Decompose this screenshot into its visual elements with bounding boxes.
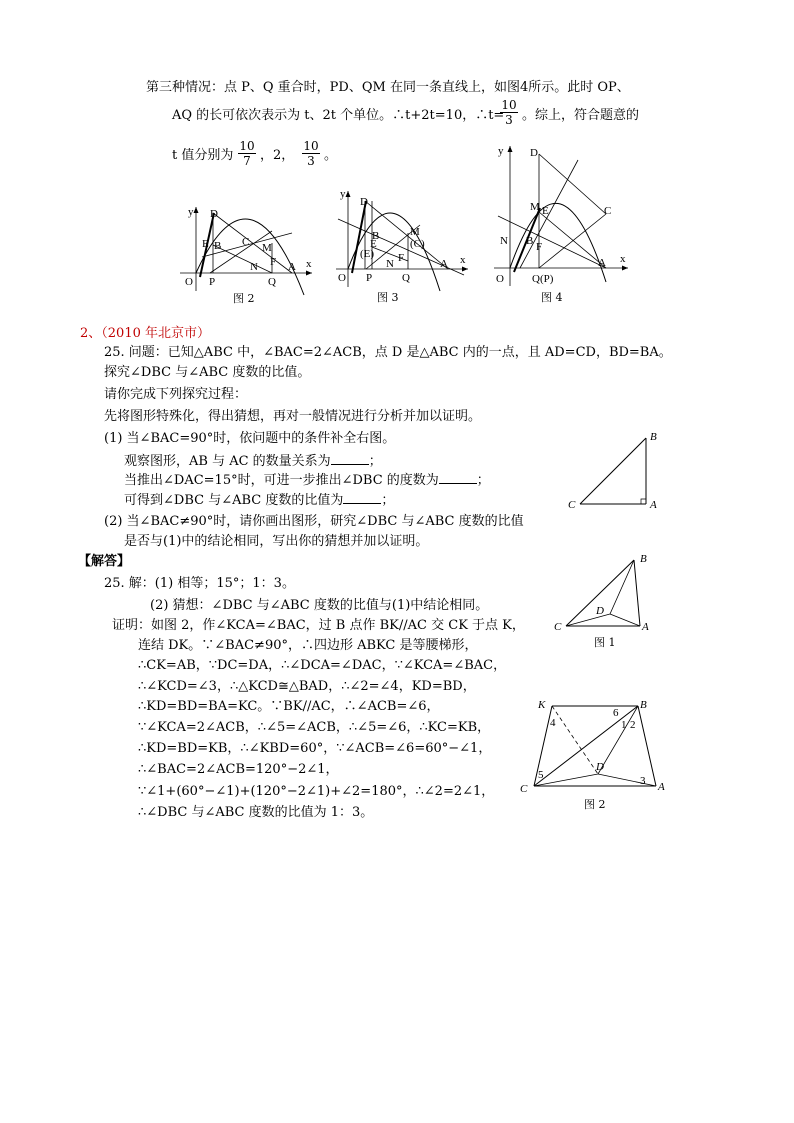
label-QP: Q(P) xyxy=(532,273,554,285)
problem-part1-q3 xyxy=(124,491,394,510)
problem-part2: (2) 当∠BAC≠90°时，请你画出图形，研究∠DBC 与∠ABC 度数的比值 xyxy=(104,514,524,529)
fraction-t xyxy=(498,98,520,127)
answer-line: ∵∠1+(60°−∠1)+(120°−2∠1)+∠2=180°，∴∠2=2∠1， xyxy=(138,784,495,799)
label-O: O xyxy=(185,276,193,288)
label-D: D xyxy=(530,147,538,159)
label-B: B xyxy=(372,230,380,242)
figure-4-caption: 图 4 xyxy=(541,291,563,304)
label-E: E xyxy=(370,238,377,250)
label-A: A xyxy=(658,781,665,793)
text-line-lengths: AQ 的长可依次表示为 t、2t 个单位。∴t+2t=10，∴t= xyxy=(172,108,505,123)
label-angle-4: 4 xyxy=(550,717,556,729)
answer-figure-1 xyxy=(552,552,662,634)
label-C: C xyxy=(554,621,562,633)
label-angle-1: 1 xyxy=(621,719,627,731)
label-x: x xyxy=(620,253,626,265)
label-x: x xyxy=(306,258,312,270)
label-D: D xyxy=(360,196,368,208)
label-B: B xyxy=(650,431,657,443)
label-D: D xyxy=(210,208,218,220)
label-angle-2: 2 xyxy=(630,719,636,731)
problem-task: 探究∠DBC 与∠ABC 度数的比值。 xyxy=(104,365,311,380)
label-A: A xyxy=(642,621,649,633)
label-E-paren: (E) xyxy=(360,248,375,260)
label-y: y xyxy=(498,145,504,157)
answer-heading: 【解答】 xyxy=(78,554,131,569)
label-C: C xyxy=(242,236,250,248)
label-B: B xyxy=(214,240,222,252)
question-text: 当推出∠DAC=15°时，可进一步推出∠DBC 的度数为 xyxy=(124,473,439,488)
label-B: B xyxy=(526,235,534,247)
label-C: C xyxy=(568,499,576,511)
label-K: K xyxy=(538,699,546,711)
text-line-t-values: t 值分别为 xyxy=(172,148,234,163)
figure-2-caption: 图 2 xyxy=(233,292,255,305)
label-y: y xyxy=(340,188,346,200)
label-E: E xyxy=(542,205,549,217)
question-triangle-figure xyxy=(566,428,676,514)
question-end: ； xyxy=(476,473,490,488)
label-Q: Q xyxy=(402,272,410,284)
label-O: O xyxy=(496,273,504,285)
label-O: O xyxy=(338,272,346,284)
problem-part1-q1 xyxy=(124,452,382,471)
label-x: x xyxy=(460,254,466,266)
problem-source-heading: 2、（2010 年北京市） xyxy=(80,326,210,341)
answer-line: ∴KD=BD=BA=KC。∵BK//AC，∴∠ACB=∠6， xyxy=(138,699,440,714)
figure-2-diagram xyxy=(180,195,315,295)
fraction-numerator: 10 xyxy=(501,98,517,112)
label-E: E xyxy=(202,238,209,250)
answer-line: 25. 解：(1) 相等；15°；1：3。 xyxy=(104,576,295,591)
fraction-denominator: 3 xyxy=(302,153,320,168)
label-D: D xyxy=(596,761,604,773)
problem-part1-q2 xyxy=(124,471,490,490)
problem-part1: (1) 当∠BAC=90°时，依问题中的条件补全右图。 xyxy=(104,431,396,446)
fraction-numerator: 10 xyxy=(303,139,319,153)
label-C: C xyxy=(520,783,528,795)
answer-line: ∵∠KCA=2∠ACB，∴∠5=∠ACB，∴∠5=∠6，∴KC=KB， xyxy=(138,720,491,735)
label-F: F xyxy=(536,241,543,253)
question-text: 观察图形，AB 与 AC 的数量关系为 xyxy=(124,454,331,469)
answer-line: ∴∠DBC 与∠ABC 度数的比值为 1：3。 xyxy=(138,805,374,820)
answer-line: ∴∠BAC=2∠ACB=120°−2∠1， xyxy=(138,762,339,777)
answer-figure-2-caption: 图 2 xyxy=(584,798,606,811)
label-F: F xyxy=(270,256,277,268)
figure-3-diagram xyxy=(336,183,471,291)
label-N: N xyxy=(500,235,508,247)
answer-blank xyxy=(439,471,477,484)
question-text: 可得到∠DBC 与∠ABC 度数的比值为 xyxy=(124,493,344,508)
figure-4-diagram xyxy=(494,142,634,292)
label-M: M xyxy=(530,201,540,213)
problem-instruction: 请你完成下列探究过程： xyxy=(104,387,248,402)
answer-blank xyxy=(331,452,369,465)
figure-3-caption: 图 3 xyxy=(377,291,399,304)
answer-line: 证明：如图 2，作∠KCA=∠BAC，过 B 点作 BK//AC 交 CK 于点 K， xyxy=(112,618,525,633)
label-C-paren: (C) xyxy=(410,238,425,250)
label-M: M xyxy=(410,226,420,238)
label-C: C xyxy=(604,205,612,217)
label-M: M xyxy=(262,242,272,254)
fraction-denominator: 3 xyxy=(500,112,518,127)
label-P: P xyxy=(209,276,216,288)
label-A: A xyxy=(598,257,606,269)
question-end: ； xyxy=(381,493,395,508)
answer-figure-1-caption: 图 1 xyxy=(594,636,616,649)
text-comma-two: ，2， xyxy=(260,148,295,163)
text-line-case3: 第三种情况：点 P、Q 重合时，PD、QM 在同一条直线上，如图4所示。此时 OP、 xyxy=(146,80,630,95)
answer-line: (2) 猜想：∠DBC 与∠ABC 度数的比值与(1)中结论相同。 xyxy=(150,598,489,613)
problem-statement: 25. 问题：已知△ABC 中，∠BAC=2∠ACB，点 D 是△ABC 内的一点，且 AD=CD，BD=BA。 xyxy=(104,345,672,360)
label-D: D xyxy=(596,605,604,617)
answer-line: ∴∠KCD=∠3，∴△KCD≅△BAD，∴∠2=∠4，KD=BD， xyxy=(138,679,476,694)
answer-line: ∴CK=AB，∵DC=DA，∴∠DCA=∠DAC，∵∠KCA=∠BAC， xyxy=(138,658,507,673)
fraction-b xyxy=(300,139,322,168)
label-B: B xyxy=(640,553,647,565)
label-y: y xyxy=(188,206,194,218)
label-A: A xyxy=(650,499,657,511)
label-angle-6: 6 xyxy=(613,707,619,719)
fraction-denominator: 7 xyxy=(238,153,256,168)
label-Q: Q xyxy=(268,276,276,288)
problem-part2-cont: 是否与(1)中的结论相同，写出你的猜想并加以证明。 xyxy=(124,534,429,549)
problem-method: 先将图形特殊化，得出猜想，再对一般情况进行分析并加以证明。 xyxy=(104,409,482,424)
label-P: P xyxy=(366,272,373,284)
fraction-a xyxy=(236,139,258,168)
label-A: A xyxy=(440,258,448,270)
answer-blank xyxy=(343,491,381,504)
fraction-numerator: 10 xyxy=(239,139,255,153)
answer-line: 连结 DK。∵∠BAC≠90°，∴四边形 ABKC 是等腰梯形， xyxy=(138,638,478,653)
answer-figure-2 xyxy=(516,696,676,796)
label-A: A xyxy=(288,261,296,273)
question-end: ； xyxy=(368,454,382,469)
label-N: N xyxy=(250,261,258,273)
label-angle-3: 3 xyxy=(640,775,646,787)
label-F: F xyxy=(398,252,405,264)
text-period: 。 xyxy=(324,148,338,163)
label-B: B xyxy=(640,699,647,711)
answer-line: ∴KD=BD=KB，∴∠KBD=60°，∵∠ACB=∠6=60°−∠1， xyxy=(138,741,492,756)
text-line-summary: 。综上，符合题意的 xyxy=(522,108,640,123)
label-angle-5: 5 xyxy=(538,769,544,781)
label-N: N xyxy=(386,258,394,270)
